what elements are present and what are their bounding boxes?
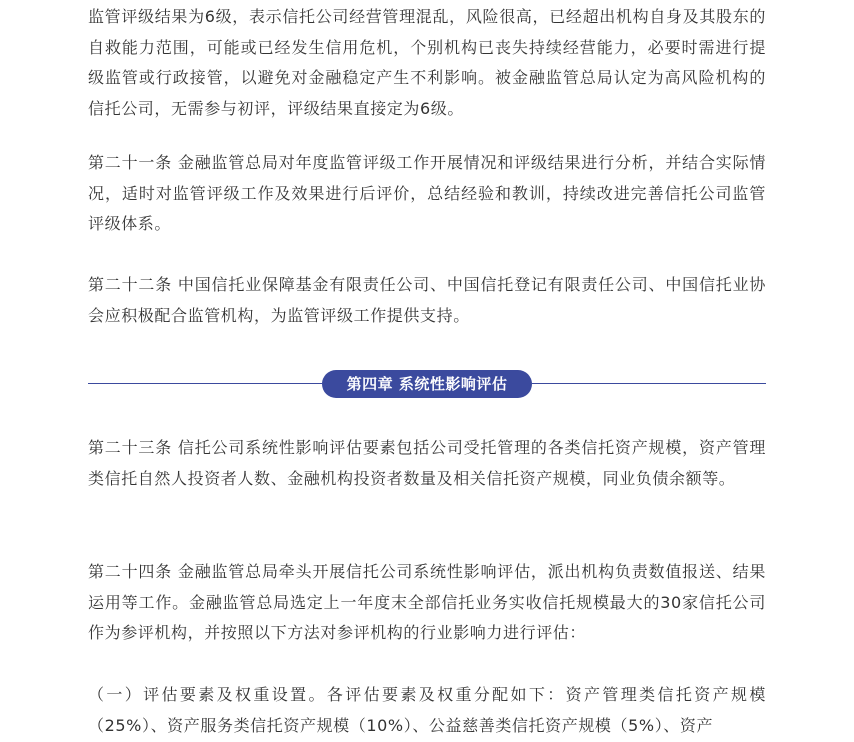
divider-line-right (532, 383, 766, 384)
paragraph-article-23: 第二十三条 信托公司系统性影响评估要素包括公司受托管理的各类信托资产规模，资产管理类信托自然人投资者人数、金融机构投资者数量及相关信托资产规模，同业负债余额等。 (88, 438, 766, 488)
chapter-heading: 第四章 系统性影响评估 (322, 370, 532, 398)
divider-line-left (88, 383, 322, 384)
chapter-heading-divider (88, 370, 766, 398)
paragraph-article-21: 第二十一条 金融监管总局对年度监管评级工作开展情况和评级结果进行分析，并结合实际情况，适时对监管评级工作及效果进行后评价，总结经验和教训，持续改进完善信托公司监管评级体系。 (88, 153, 766, 233)
paragraph-article-24: 第二十四条 金融监管总局牵头开展信托公司系统性影响评估，派出机构负责数值报送、结果运用等工作。金融监管总局选定上一年度末全部信托业务实收信托规模最大的30家信托公司作为参评机构，并按照以下方法对参评机构的行业影响力进行评估： (88, 562, 766, 642)
paragraph-article-22: 第二十二条 中国信托业保障基金有限责任公司、中国信托登记有限责任公司、中国信托业协会应积极配合监管机构，为监管评级工作提供支持。 (88, 275, 766, 325)
paragraph-item-1: （一）评估要素及权重设置。各评估要素及权重分配如下：资产管理类信托资产规模（25%）、资产服务类信托资产规模（10%）、公益慈善类信托资产规模（5%）、资产 (88, 685, 766, 735)
paragraph-rating-level-6: 监管评级结果为6级，表示信托公司经营管理混乱，风险很高，已经超出机构自身及其股东的自救能力范围，可能或已经发生信用危机，个别机构已丧失持续经营能力，必要时需进行提级监管或行政接管，以避免对金融稳定产生不利影响。被金融监管总局认定为高风险机构的信托公司，无需参与初评，评级结果直接定为6级。 (88, 7, 766, 118)
